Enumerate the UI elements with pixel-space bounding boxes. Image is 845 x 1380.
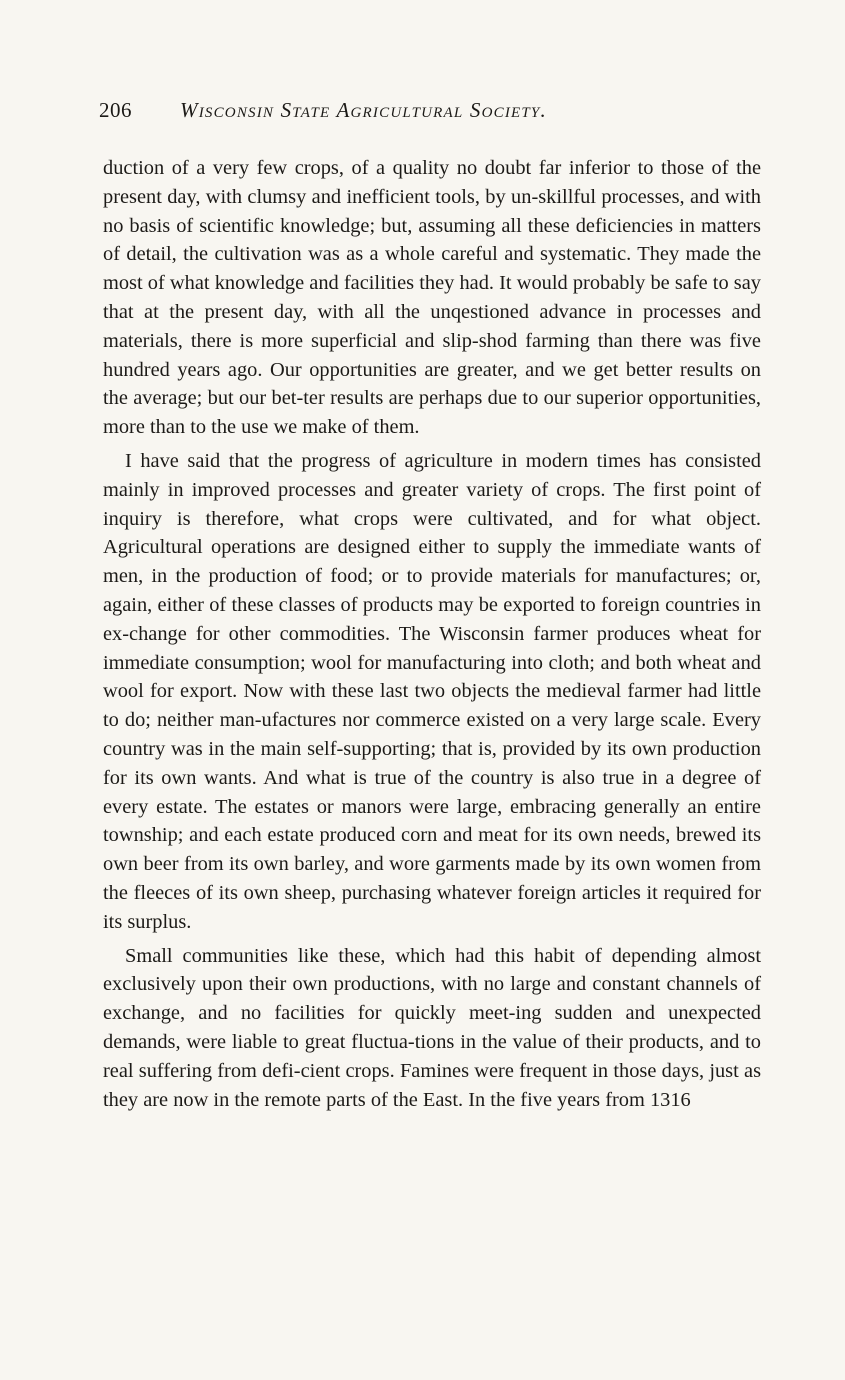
paragraph-crops-inquiry: I have said that the progress of agriculture in modern times has consisted mainly in improved processes and greater variety of crops. The first point of inquiry is therefore, what crops were cultivated, and for what object. Agricultural operations are designed either to supply the immediate wants of men, in the production of food; or to provide materials for manufactures; or, again, either of these classes of products may be exported to foreign countries in ex-change for other commodities. The Wisconsin farmer produces wheat for immediate consumption; wool for manufacturing into cloth; and both wheat and wool for export. Now with these last two objects the medieval farmer had little to do; neither man-ufactures nor commerce existed on a very large scale. Every country was in the main self-supporting; that is, provided by its own production for its own wants. And what is true of the country is also true in a degree of every estate. The estates or manors were large, embracing generally an entire township; and each estate produced corn and meat for its own needs, brewed its own beer from its own barley, and wore garments made by its own women from the fleeces of its own sheep, purchasing whatever foreign articles it required for its surplus.	[103, 449, 761, 933]
page-header	[99, 98, 761, 134]
page-number: 206	[99, 98, 132, 122]
book-page	[99, 98, 761, 1114]
running-title: Wisconsin State Agricultural Society.	[180, 98, 547, 122]
paragraph-small-communities: Small communities like these, which had this habit of depending almost exclusively upon their own productions, with no large and constant channels of exchange, and no facilities for quickly meet-ing sudden and unexpected demands, were liable to great fluctua-tions in the value of their products, and to real suffering from defi-cient crops. Famines were frequent in those days, just as they are now in the remote parts of the East. In the five years from 1316	[103, 944, 761, 1111]
paragraph-continuation: duction of a very few crops, of a quality no doubt far inferior to those of the present day, with clumsy and inefficient tools, by un-skillful processes, and with no basis of scientific knowledge; but, assuming all these deficiencies in matters of detail, the cultivation was as a whole careful and systematic. They made the most of what knowledge and facilities they had. It would probably be safe to say that at the present day, with all the unqestioned advance in processes and materials, there is more superficial and slip-shod farming than there was five hundred years ago. Our opportunities are greater, and we get better results on the average; but our bet-ter results are perhaps due to our superior opportunities, more than to the use we make of them.	[103, 157, 761, 439]
body-text	[103, 154, 761, 1114]
